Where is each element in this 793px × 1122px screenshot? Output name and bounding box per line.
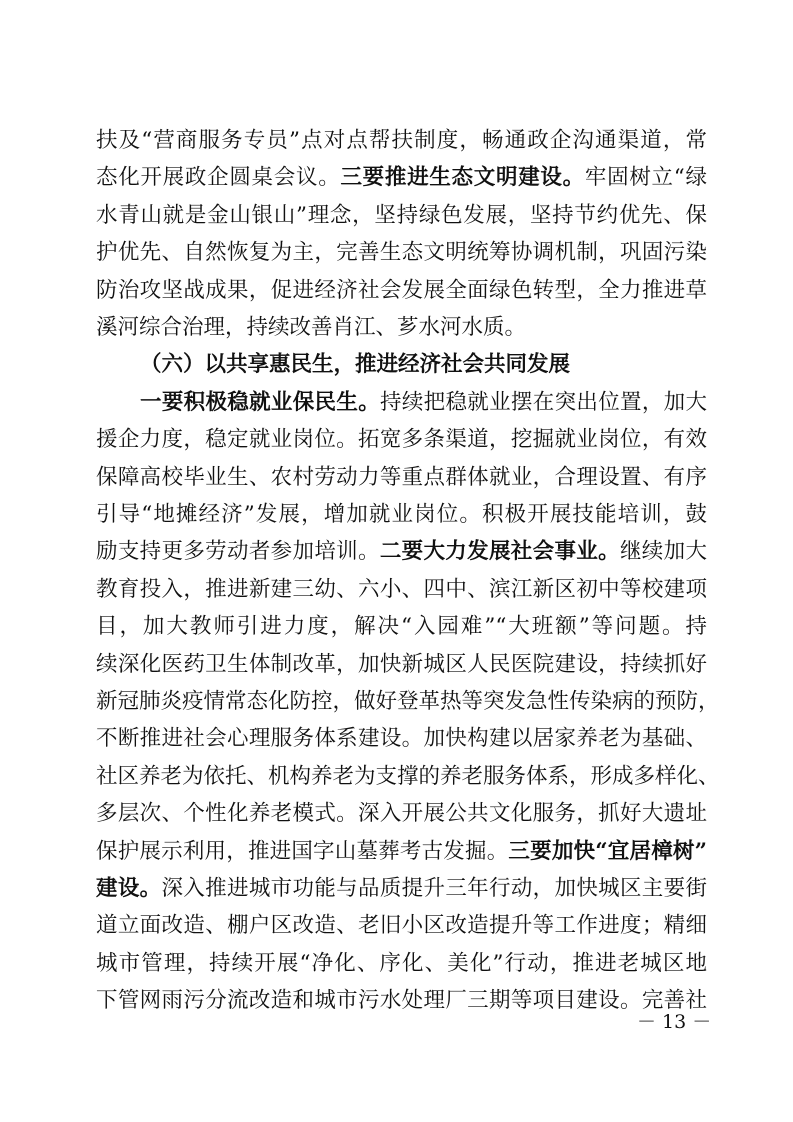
text-segment: 道立面改造、棚户区改造、老旧小区改造提升等工作进度；精细 bbox=[96, 913, 707, 939]
text-segment: 社区养老为依托、机构养老为支撑的养老服务体系，形成多样化、 bbox=[96, 763, 720, 789]
text-segment: 保障高校毕业生、农村劳动力等重点群体就业，合理设置、有序 bbox=[96, 464, 707, 490]
text-line bbox=[96, 984, 707, 1018]
text-line bbox=[96, 461, 707, 495]
bold-text-segment: 一要积极稳就业保民生。 bbox=[140, 389, 381, 415]
text-segment: 多层次、个性化养老模式。深入开展公共文化服务，抓好大遗址 bbox=[96, 801, 707, 827]
text-line bbox=[96, 872, 707, 906]
text-segment: 持续把稳就业摆在突出位置，加大 bbox=[380, 389, 707, 415]
text-line bbox=[96, 573, 707, 607]
text-segment: 教育投入，推进新建三幼、六小、四中、滨江新区初中等校建项 bbox=[96, 576, 707, 602]
bold-text-segment: 三要推进生态文明建设。 bbox=[340, 165, 585, 191]
text-segment: 目，加大教师引进力度，解决“入园难”“大班额”等问题。持 bbox=[96, 614, 707, 640]
text-segment: 援企力度，稳定就业岗位。拓宽多条渠道，挖掘就业岗位，有效 bbox=[96, 427, 707, 453]
bold-text-segment: 建设。 bbox=[96, 876, 162, 901]
text-line bbox=[96, 423, 707, 457]
text-line bbox=[96, 161, 707, 195]
text-line bbox=[96, 236, 707, 270]
text-segment: 扶及“营商服务专员”点对点帮扶制度，畅通政企沟通渠道，常 bbox=[96, 128, 707, 153]
text-line bbox=[96, 722, 707, 756]
text-segment: 保护展示利用，推进国字山墓葬考古发掘。 bbox=[96, 838, 509, 864]
text-line bbox=[96, 909, 707, 943]
text-segment: 水青山就是金山银山”理念，坚持绿色发展，坚持节约优先、保 bbox=[96, 202, 707, 228]
bold-text-segment: 三要加快“宜居樟树” bbox=[508, 838, 707, 864]
text-line bbox=[96, 274, 707, 308]
text-line bbox=[96, 311, 707, 345]
bold-text-segment: 二要大力发展社会事业。 bbox=[379, 539, 620, 565]
text-segment: 防治攻坚战成果，促进经济社会发展全面绿色转型，全力推进草 bbox=[96, 277, 707, 303]
text-segment: 新冠肺炎疫情常态化防控，做好登革热等突发急性传染病的预防， bbox=[96, 689, 720, 714]
text-line bbox=[96, 610, 707, 644]
text-segment: 励支持更多劳动者参加培训。 bbox=[96, 539, 380, 565]
text-line bbox=[96, 685, 720, 719]
text-segment: 态化开展政企圆桌会议。 bbox=[96, 165, 341, 191]
bold-text-segment: （六）以共享惠民生，推进经济社会共同发展 bbox=[140, 352, 571, 378]
text-segment: 继续加大 bbox=[619, 539, 707, 565]
text-segment: 溪河综合治理，持续改善肖江、芗水河水质。 bbox=[96, 315, 527, 340]
text-segment: 城市管理，持续开展“净化、序化、美化”行动，推进老城区地 bbox=[96, 950, 707, 976]
text-line bbox=[96, 648, 707, 682]
text-line bbox=[96, 797, 707, 831]
page-number: － 13 － bbox=[637, 1011, 712, 1033]
text-segment: 引导“地摊经济”发展，增加就业岗位。积极开展技能培训，鼓 bbox=[96, 502, 707, 527]
text-line bbox=[96, 947, 707, 981]
text-line bbox=[96, 199, 707, 233]
text-line bbox=[96, 498, 707, 532]
text-line bbox=[96, 535, 707, 569]
text-segment: 续深化医药卫生体制改革，加快新城区人民医院建设，持续抓好 bbox=[96, 651, 707, 677]
text-segment: 下管网雨污分流改造和城市污水处理厂三期等项目建设。完善社 bbox=[96, 988, 707, 1014]
text-line bbox=[96, 835, 707, 869]
text-segment: 深入推进城市功能与品质提升三年行动，加快城区主要街 bbox=[161, 876, 707, 901]
text-segment: 牢固树立“绿 bbox=[584, 165, 707, 191]
text-segment: 不断推进社会心理服务体系建设。加快构建以居家养老为基础、 bbox=[96, 726, 707, 752]
section-heading bbox=[140, 348, 707, 382]
text-line bbox=[96, 760, 720, 794]
text-line bbox=[140, 386, 707, 420]
text-segment: 护优先、自然恢复为主，完善生态文明统筹协调机制，巩固污染 bbox=[96, 240, 707, 266]
text-line bbox=[96, 124, 707, 158]
